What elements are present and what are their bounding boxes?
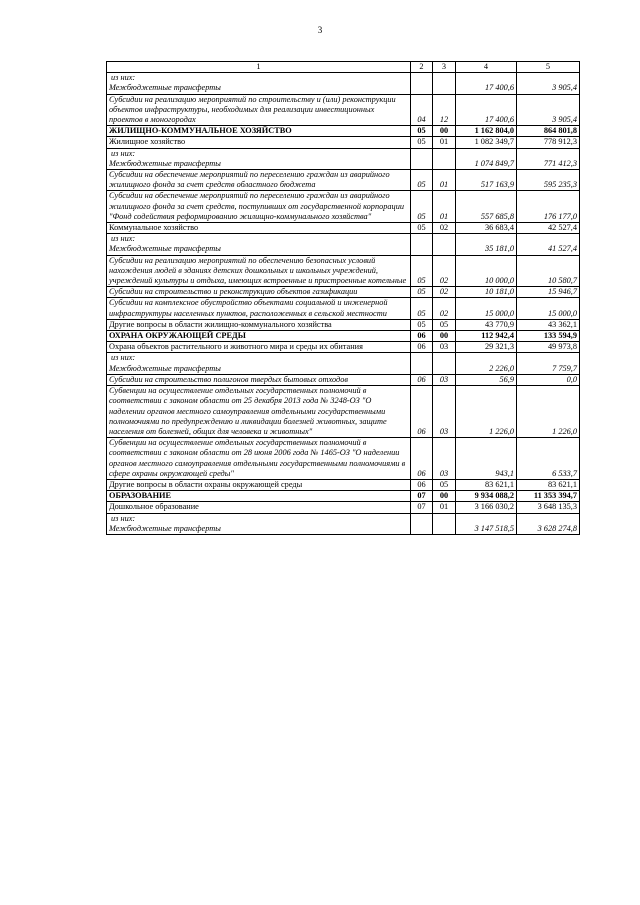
amount-cell: 3 648 135,3	[517, 502, 580, 513]
row-name: Субсидии на обеспечение мероприятий по переселению граждан из аварийного жилищного фонда за счет средств, поступивших от государственной корпорации "Фонд содействия реформированию жилищно-коммунального хозяйства"	[109, 191, 404, 221]
row-prefix: из них:	[111, 513, 136, 523]
subsection-code-cell: 02	[433, 287, 456, 298]
section-code-cell: 05	[411, 298, 433, 319]
item-name-cell	[107, 331, 411, 342]
amount-cell: 11 353 394,7	[517, 491, 580, 502]
amount-cell: 3 628 274,8	[517, 513, 580, 534]
item-name-cell	[107, 491, 411, 502]
row-name: Коммунальное хозяйство	[109, 223, 199, 233]
subsection-code-cell: 01	[433, 137, 456, 148]
row-name: Межбюджетные трансферты	[109, 83, 221, 93]
item-name-cell	[107, 148, 411, 169]
table-row	[107, 479, 580, 490]
item-name-cell	[107, 170, 411, 191]
amount-cell: 35 181,0	[456, 234, 517, 255]
section-code-cell: 05	[411, 319, 433, 330]
amount-cell: 1 162 804,0	[456, 126, 517, 137]
amount-cell: 1 074 849,7	[456, 148, 517, 169]
table-row	[107, 73, 580, 94]
row-name: ОХРАНА ОКРУЖАЮЩЕЙ СРЕДЫ	[109, 331, 246, 341]
item-name-cell	[107, 513, 411, 534]
amount-cell: 36 683,4	[456, 223, 517, 234]
table-row	[107, 255, 580, 287]
amount-cell: 17 400,6	[456, 73, 517, 94]
subsection-code-cell: 03	[433, 342, 456, 353]
amount-cell: 15 000,0	[517, 298, 580, 319]
row-name: ОБРАЗОВАНИЕ	[109, 491, 172, 501]
section-code-cell: 07	[411, 502, 433, 513]
table-row	[107, 502, 580, 513]
row-name: Субсидии на реализацию мероприятий по строительству и (или) реконструкции объектов инфраструктуры, необходимых для реализации инвестиционных проектов в моногородах	[109, 94, 396, 125]
row-name: Субсидии на комплексное обустройство объектами социальной и инженерной инфраструктуры населенных пунктов, расположенных в сельской местности	[109, 298, 388, 318]
item-name-cell	[107, 137, 411, 148]
subsection-code-cell: 01	[433, 191, 456, 223]
item-name-cell	[107, 479, 411, 490]
table-row	[107, 170, 580, 191]
budget-table	[106, 61, 580, 535]
section-code-cell	[411, 234, 433, 255]
table-row	[107, 342, 580, 353]
item-name-cell	[107, 191, 411, 223]
subsection-code-cell: 03	[433, 374, 456, 385]
subsection-code-cell: 02	[433, 298, 456, 319]
amount-cell: 43 362,1	[517, 319, 580, 330]
table-row	[107, 513, 580, 534]
amount-cell: 43 770,9	[456, 319, 517, 330]
table-row	[107, 126, 580, 137]
item-name-cell	[107, 438, 411, 480]
subsection-code-cell	[433, 148, 456, 169]
amount-cell: 56,9	[456, 374, 517, 385]
subsection-code-cell: 05	[433, 479, 456, 490]
amount-cell: 41 527,4	[517, 234, 580, 255]
amount-cell: 1 082 349,7	[456, 137, 517, 148]
page-number: 3	[317, 25, 323, 35]
amount-cell: 49 973,8	[517, 342, 580, 353]
table-row	[107, 491, 580, 502]
table-row	[107, 234, 580, 255]
amount-cell: 133 594,9	[517, 331, 580, 342]
section-code-cell: 05	[411, 191, 433, 223]
subsection-code-cell	[433, 353, 456, 374]
amount-cell: 176 177,0	[517, 191, 580, 223]
amount-cell: 10 181,0	[456, 287, 517, 298]
row-name: Субсидии на строительство и реконструкцию объектов газификации	[109, 287, 358, 297]
row-prefix: из них:	[111, 148, 136, 158]
subsection-code-cell: 02	[433, 255, 456, 287]
row-name: Субсидии на реализацию мероприятий по обеспечению безопасных условий нахождения людей в зданиях детских дошкольных и школьных учреждений, учреждений культуры и отдыха, имеющих встроенные и пристроенные котельные	[109, 255, 407, 286]
row-name: Субвенции на осуществление отдельных государственных полномочий в соответствии с законом области от 28 июня 2006 года № 1465-ОЗ "О наделении органов местного самоуправления отдельными государственными полномочиями в сфере охраны окружающей среды"	[109, 438, 406, 478]
section-code-cell: 06	[411, 374, 433, 385]
item-name-cell	[107, 255, 411, 287]
table-row	[107, 353, 580, 374]
subsection-code-cell: 01	[433, 170, 456, 191]
section-code-cell	[411, 148, 433, 169]
header-cell: 5	[517, 62, 580, 73]
subsection-code-cell: 05	[433, 319, 456, 330]
amount-cell: 595 235,3	[517, 170, 580, 191]
amount-cell: 557 685,8	[456, 191, 517, 223]
amount-cell: 0,0	[517, 374, 580, 385]
header-cell: 4	[456, 62, 517, 73]
row-name: Субсидии на обеспечение мероприятий по переселению граждан из аварийного жилищного фонда за счет средств областного бюджета	[109, 170, 390, 190]
item-name-cell	[107, 94, 411, 126]
amount-cell: 517 163,9	[456, 170, 517, 191]
item-name-cell	[107, 234, 411, 255]
row-name: Охрана объектов растительного и животного мира и среды их обитания	[109, 342, 363, 352]
section-code-cell: 04	[411, 94, 433, 126]
subsection-code-cell	[433, 234, 456, 255]
subsection-code-cell	[433, 73, 456, 94]
table-row	[107, 298, 580, 319]
amount-cell: 1 226,0	[517, 386, 580, 438]
table-row	[107, 331, 580, 342]
item-name-cell	[107, 298, 411, 319]
table-row	[107, 386, 580, 438]
item-name-cell	[107, 374, 411, 385]
row-prefix: из них:	[111, 73, 136, 83]
amount-cell: 10 580,7	[517, 255, 580, 287]
section-code-cell: 05	[411, 287, 433, 298]
table-row	[107, 374, 580, 385]
row-prefix: из них:	[111, 234, 136, 244]
amount-cell: 9 934 088,2	[456, 491, 517, 502]
amount-cell: 864 801,8	[517, 126, 580, 137]
section-code-cell: 06	[411, 479, 433, 490]
section-code-cell	[411, 353, 433, 374]
amount-cell: 29 321,3	[456, 342, 517, 353]
table-header-row	[107, 62, 580, 73]
row-name: Жилищное хозяйство	[109, 137, 186, 147]
row-name: Межбюджетные трансферты	[109, 158, 221, 168]
table-row	[107, 94, 580, 126]
section-code-cell: 06	[411, 438, 433, 480]
header-cell: 3	[433, 62, 456, 73]
amount-cell: 6 533,7	[517, 438, 580, 480]
table-row	[107, 319, 580, 330]
row-name: Межбюджетные трансферты	[109, 244, 221, 254]
section-code-cell: 05	[411, 255, 433, 287]
amount-cell: 3 905,4	[517, 73, 580, 94]
amount-cell: 83 621,1	[456, 479, 517, 490]
item-name-cell	[107, 319, 411, 330]
subsection-code-cell: 02	[433, 223, 456, 234]
amount-cell: 10 000,0	[456, 255, 517, 287]
row-prefix: из них:	[111, 353, 136, 363]
subsection-code-cell: 03	[433, 386, 456, 438]
header-cell: 1	[107, 62, 411, 73]
amount-cell: 3 905,4	[517, 94, 580, 126]
item-name-cell	[107, 73, 411, 94]
row-name: Межбюджетные трансферты	[109, 363, 221, 373]
section-code-cell	[411, 513, 433, 534]
subsection-code-cell: 00	[433, 126, 456, 137]
item-name-cell	[107, 126, 411, 137]
item-name-cell	[107, 386, 411, 438]
section-code-cell: 06	[411, 331, 433, 342]
subsection-code-cell: 00	[433, 491, 456, 502]
amount-cell: 778 912,3	[517, 137, 580, 148]
subsection-code-cell: 01	[433, 502, 456, 513]
section-code-cell: 06	[411, 342, 433, 353]
amount-cell: 771 412,3	[517, 148, 580, 169]
amount-cell: 42 527,4	[517, 223, 580, 234]
section-code-cell: 05	[411, 126, 433, 137]
section-code-cell	[411, 73, 433, 94]
amount-cell: 7 759,7	[517, 353, 580, 374]
amount-cell: 17 400,6	[456, 94, 517, 126]
amount-cell: 3 147 518,5	[456, 513, 517, 534]
row-name: Межбюджетные трансферты	[109, 523, 221, 533]
section-code-cell: 05	[411, 137, 433, 148]
row-name: Другие вопросы в области жилищно-коммунального хозяйства	[109, 319, 332, 329]
item-name-cell	[107, 223, 411, 234]
item-name-cell	[107, 502, 411, 513]
item-name-cell	[107, 353, 411, 374]
subsection-code-cell: 00	[433, 331, 456, 342]
row-name: Субвенции на осуществление отдельных государственных полномочий в соответствии с законом области от 25 декабря 2013 года № 3248-ОЗ "О наделении органов местного самоуправления отдельными государственными полномочиями по предупреждению и ликвидации болезней животных, защите населения от болезней, общих для человека и животных"	[109, 386, 387, 436]
item-name-cell	[107, 342, 411, 353]
table-row	[107, 438, 580, 480]
table-row	[107, 223, 580, 234]
table-row	[107, 148, 580, 169]
section-code-cell: 05	[411, 170, 433, 191]
section-code-cell: 05	[411, 223, 433, 234]
subsection-code-cell: 03	[433, 438, 456, 480]
row-name: Дошкольное образование	[109, 502, 199, 512]
amount-cell: 83 621,1	[517, 479, 580, 490]
item-name-cell	[107, 287, 411, 298]
row-name: Другие вопросы в области охраны окружающей среды	[109, 479, 303, 489]
amount-cell: 15 946,7	[517, 287, 580, 298]
amount-cell: 112 942,4	[456, 331, 517, 342]
amount-cell: 2 226,0	[456, 353, 517, 374]
table-row	[107, 287, 580, 298]
amount-cell: 3 166 030,2	[456, 502, 517, 513]
table-row	[107, 191, 580, 223]
amount-cell: 1 226,0	[456, 386, 517, 438]
subsection-code-cell: 12	[433, 94, 456, 126]
amount-cell: 943,1	[456, 438, 517, 480]
section-code-cell: 07	[411, 491, 433, 502]
row-name: Субсидии на строительство полигонов твердых бытовых отходов	[109, 374, 348, 384]
row-name: ЖИЛИЩНО-КОММУНАЛЬНОЕ ХОЗЯЙСТВО	[109, 126, 292, 136]
amount-cell: 15 000,0	[456, 298, 517, 319]
section-code-cell: 06	[411, 386, 433, 438]
header-cell: 2	[411, 62, 433, 73]
table-row	[107, 137, 580, 148]
subsection-code-cell	[433, 513, 456, 534]
